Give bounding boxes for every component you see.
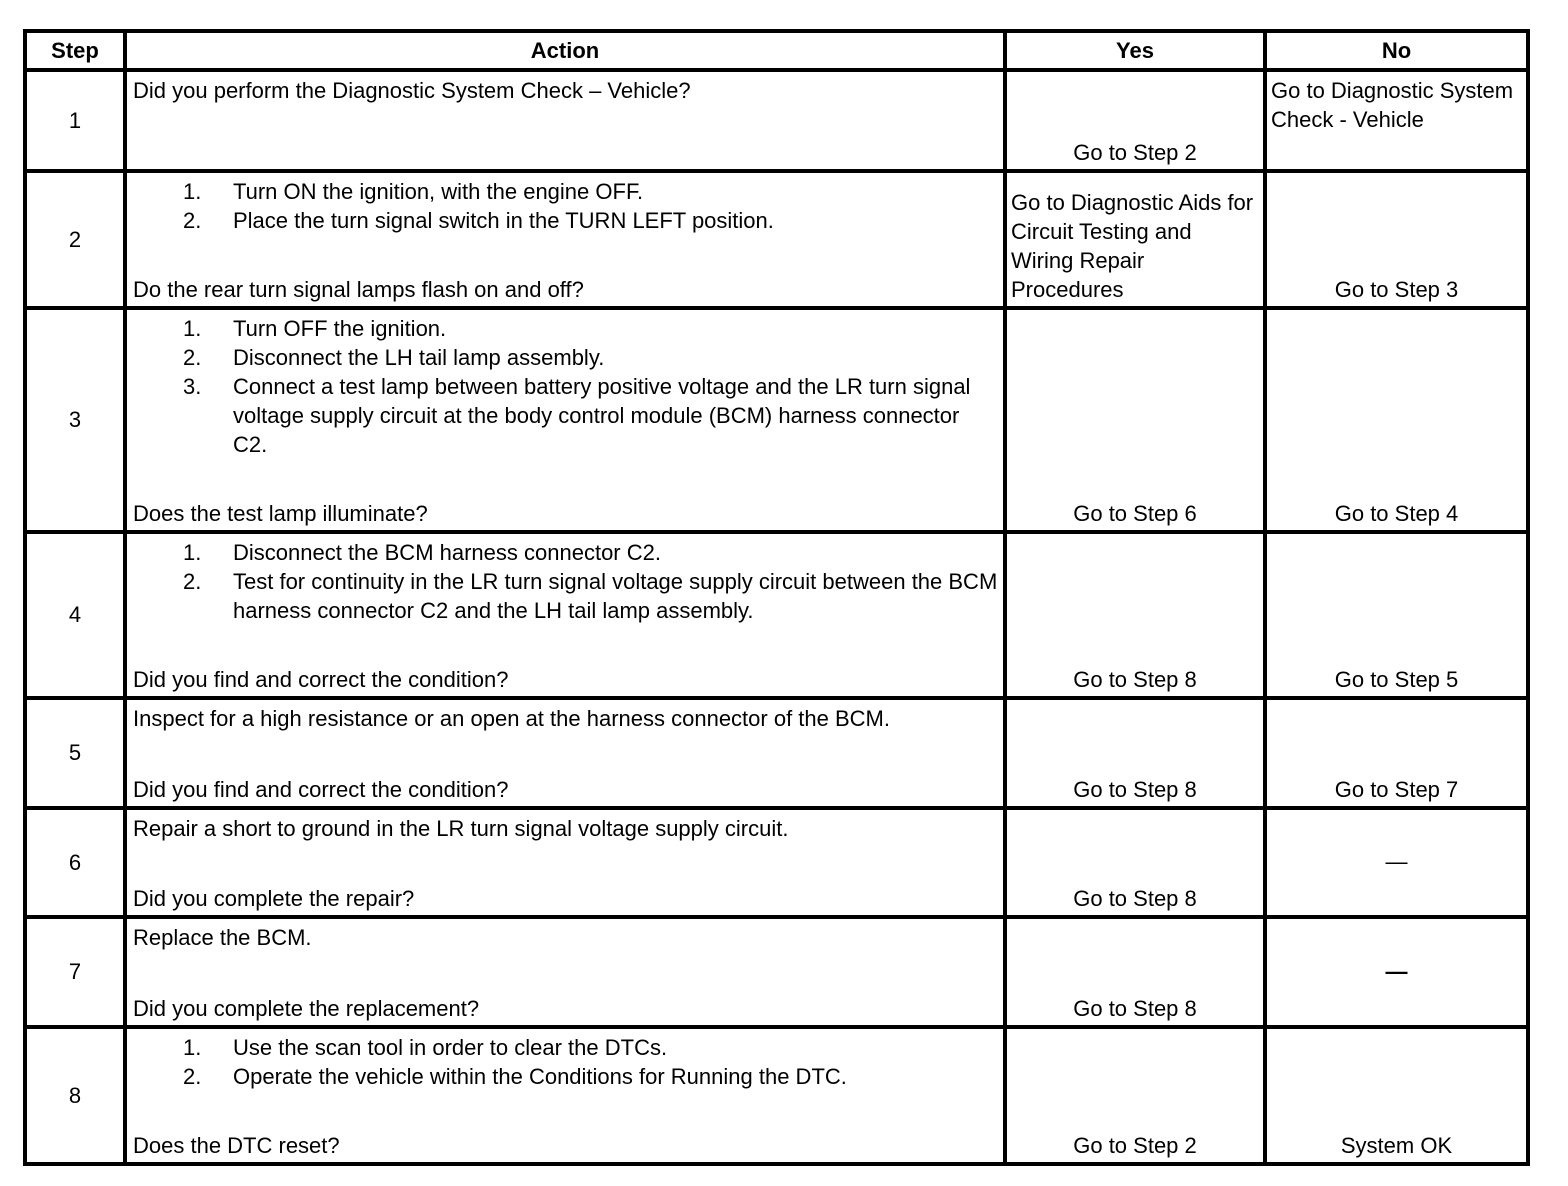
table-row — [25, 171, 1528, 308]
no-text: System OK — [1340, 1133, 1453, 1158]
no-dash: — — [1385, 849, 1408, 874]
action-question: Did you find and correct the condition? — [133, 667, 509, 692]
action-text: Inspect for a high resistance or an open at the harness connector of the BCM. — [133, 706, 890, 731]
no-dash: — — [1385, 958, 1408, 984]
action-cell — [125, 171, 1005, 308]
yes-text: Go to Step 8 — [1073, 777, 1197, 802]
header-step: Step — [25, 31, 125, 70]
action-text: Did you perform the Diagnostic System Check – Vehicle? — [133, 78, 691, 103]
header-action: Action — [125, 31, 1005, 70]
yes-cell — [1005, 917, 1265, 1027]
no-cell — [1265, 70, 1528, 171]
header-no: No — [1265, 31, 1528, 70]
step-number: 1 — [25, 70, 125, 171]
header-row — [25, 31, 1528, 70]
action-step: 2. Place the turn signal switch in the TURN LEFT position. — [183, 208, 774, 233]
step-number: 8 — [25, 1027, 125, 1164]
action-text: Repair a short to ground in the LR turn signal voltage supply circuit. — [133, 816, 789, 841]
yes-cell — [1005, 698, 1265, 808]
yes-text: Go to Step 8 — [1073, 886, 1197, 911]
action-step: 1. Turn OFF the ignition. — [183, 316, 447, 341]
yes-cell — [1005, 532, 1265, 698]
action-steps — [133, 538, 999, 625]
yes-cell — [1005, 308, 1265, 532]
action-question: Did you complete the repair? — [133, 886, 415, 911]
diagnostic-table — [23, 29, 1530, 1166]
no-text: Go to Step 7 — [1334, 777, 1459, 802]
table-row — [25, 698, 1528, 808]
yes-cell — [1005, 1027, 1265, 1164]
yes-text: Go to Step 8 — [1073, 996, 1197, 1021]
action-cell — [125, 1027, 1005, 1164]
no-cell — [1265, 698, 1528, 808]
yes-cell — [1005, 171, 1265, 308]
action-question: Does the DTC reset? — [133, 1133, 340, 1158]
action-step: 2. Disconnect the LH tail lamp assembly. — [183, 345, 605, 370]
action-question: Does the test lamp illuminate? — [133, 501, 428, 526]
table-row — [25, 532, 1528, 698]
action-step: 2. Test for continuity in the LR turn signal voltage supply circuit between the BCM harness connector C2 and the LH tail lamp assembly. — [183, 569, 998, 623]
no-cell — [1265, 308, 1528, 532]
action-step: 1. Disconnect the BCM harness connector C2. — [183, 540, 661, 565]
action-cell — [125, 532, 1005, 698]
action-steps — [133, 1033, 999, 1091]
action-cell — [125, 70, 1005, 171]
action-steps — [133, 314, 999, 459]
no-cell — [1265, 532, 1528, 698]
action-step: 1. Use the scan tool in order to clear the DTCs. — [183, 1035, 668, 1060]
action-cell — [125, 808, 1005, 917]
action-question: Do the rear turn signal lamps flash on and off? — [133, 277, 584, 302]
step-number: 7 — [25, 917, 125, 1027]
action-cell — [125, 308, 1005, 532]
yes-text: Go to Step 8 — [1073, 667, 1197, 692]
table-row — [25, 808, 1528, 917]
action-step: 2. Operate the vehicle within the Conditions for Running the DTC. — [183, 1064, 847, 1089]
no-text: Go to Diagnostic System Check - Vehicle — [1271, 78, 1514, 132]
no-text: Go to Step 5 — [1334, 667, 1459, 692]
no-cell — [1265, 1027, 1528, 1164]
step-number: 2 — [25, 171, 125, 308]
action-step: 3. Connect a test lamp between battery positive voltage and the LR turn signal voltage supply circuit at the body control module (BCM) harness connector C2. — [183, 374, 971, 457]
action-question: Did you complete the replacement? — [133, 996, 480, 1021]
action-steps — [133, 177, 999, 235]
table-row — [25, 308, 1528, 532]
table-row — [25, 1027, 1528, 1164]
action-question: Did you find and correct the condition? — [133, 777, 509, 802]
step-number: 3 — [25, 308, 125, 532]
yes-text: Go to Step 6 — [1073, 501, 1197, 526]
table-row — [25, 917, 1528, 1027]
step-number: 5 — [25, 698, 125, 808]
header-yes: Yes — [1005, 31, 1265, 70]
yes-cell — [1005, 70, 1265, 171]
yes-text: Go to Diagnostic Aids for Circuit Testing and Wiring Repair Procedures — [1011, 190, 1254, 302]
yes-text: Go to Step 2 — [1073, 1133, 1197, 1158]
action-text: Replace the BCM. — [133, 925, 312, 950]
table-row — [25, 70, 1528, 171]
action-cell — [125, 698, 1005, 808]
no-cell — [1265, 808, 1528, 917]
no-cell — [1265, 171, 1528, 308]
step-number: 4 — [25, 532, 125, 698]
no-cell — [1265, 917, 1528, 1027]
no-text: Go to Step 3 — [1334, 277, 1459, 302]
yes-cell — [1005, 808, 1265, 917]
step-number: 6 — [25, 808, 125, 917]
no-text: Go to Step 4 — [1334, 501, 1459, 526]
action-step: 1. Turn ON the ignition, with the engine OFF. — [183, 179, 644, 204]
yes-text: Go to Step 2 — [1073, 140, 1197, 165]
action-cell — [125, 917, 1005, 1027]
